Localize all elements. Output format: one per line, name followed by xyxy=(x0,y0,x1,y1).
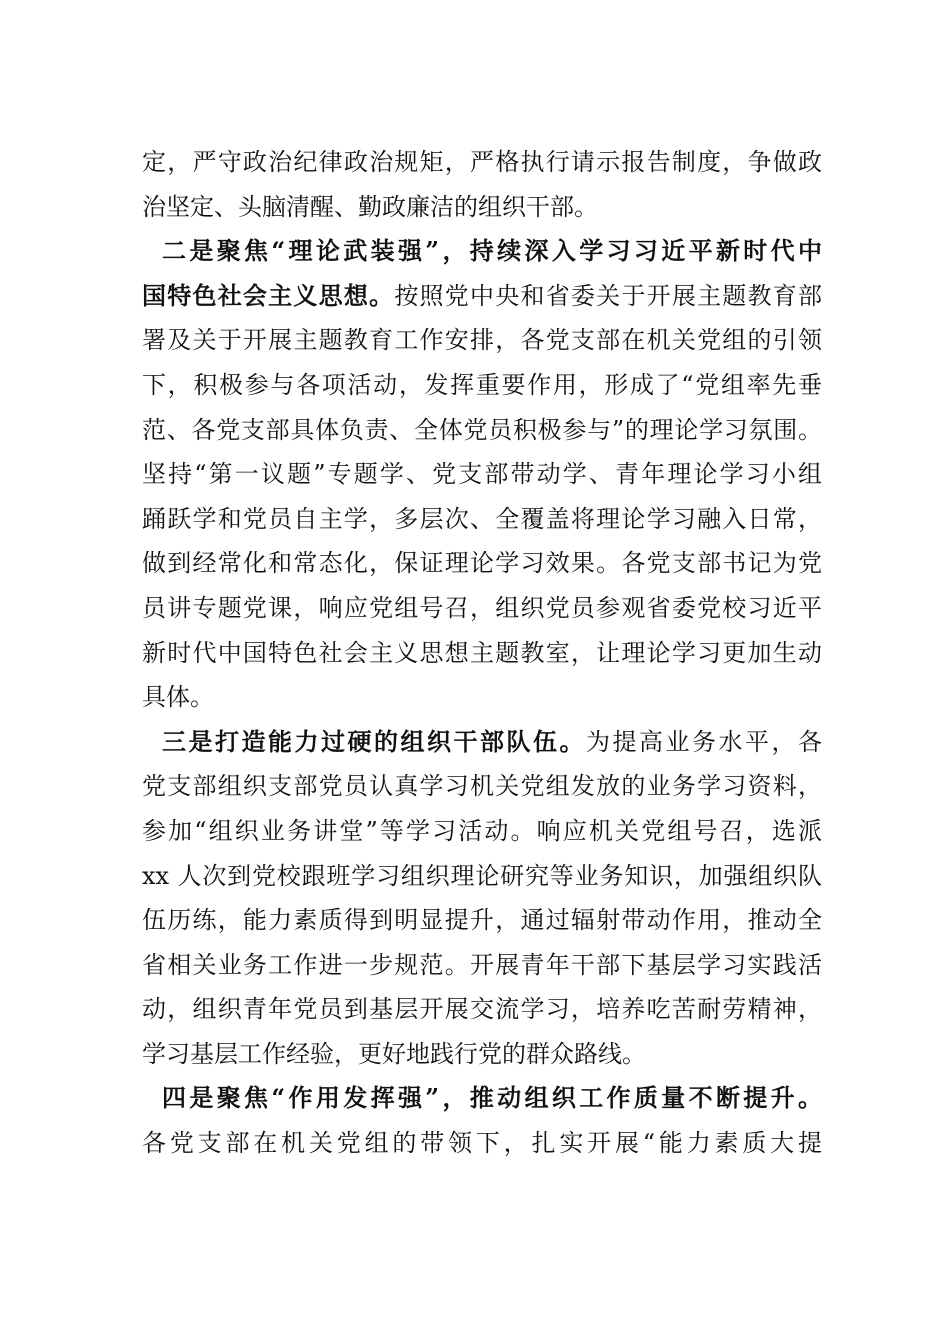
body-text: 各党支部在机关党组的带领下，扎实开展“能力素质大提 xyxy=(142,1129,822,1158)
bold-heading-text: 四是聚焦“作用发挥强”，推动组织工作质量不断提升。 xyxy=(162,1083,822,1113)
body-text: 踊跃学和党员自主学，多层次、全覆盖将理论学习融入日常， xyxy=(142,504,822,533)
text-line xyxy=(142,1076,822,1121)
text-line xyxy=(142,631,822,676)
body-text: 范、各党支部具体负责、全体党员积极参与”的理论学习氛围。 xyxy=(142,415,822,444)
body-text: 参加“组织业务讲堂”等学习活动。响应机关党组号召，选派 xyxy=(142,816,822,845)
text-line xyxy=(142,943,822,988)
text-line xyxy=(142,809,822,854)
body-text: 为提高业务水平，各 xyxy=(586,727,822,756)
body-text: 新时代中国特色社会主义思想主题教室，让理论学习更加生动 xyxy=(142,638,822,667)
text-line xyxy=(142,675,822,720)
text-line xyxy=(142,1121,822,1166)
paragraph xyxy=(142,229,822,720)
text-line xyxy=(142,541,822,586)
text-line xyxy=(142,854,822,899)
body-text: 动，组织青年党员到基层开展交流学习，培养吃苦耐劳精神， xyxy=(142,995,822,1024)
text-line xyxy=(142,229,822,274)
body-text: 坚持“第一议题”专题学、党支部带动学、青年理论学习小组 xyxy=(142,460,822,489)
body-text: xx 人次到党校跟班学习组织理论研究等业务知识，加强组织队 xyxy=(142,861,822,890)
document-body xyxy=(142,140,822,1166)
bold-heading-text: 三是打造能力过硬的组织干部队伍。 xyxy=(162,726,586,756)
body-text: 党支部组织支部党员认真学习机关党组发放的业务学习资料， xyxy=(142,772,822,801)
body-text: 伍历练，能力素质得到明显提升，通过辐射带动作用，推动全 xyxy=(142,906,822,935)
text-line xyxy=(142,586,822,631)
body-text: 治坚定、头脑清醒、勤政廉洁的组织干部。 xyxy=(142,192,598,221)
paragraph xyxy=(142,1076,822,1165)
bold-heading-text: 国特色社会主义思想。 xyxy=(142,280,395,310)
body-text: 学习基层工作经验，更好地践行党的群众路线。 xyxy=(142,1039,646,1068)
text-line xyxy=(142,898,822,943)
text-line xyxy=(142,452,822,497)
text-line xyxy=(142,497,822,542)
text-line xyxy=(142,274,822,319)
text-line xyxy=(142,720,822,765)
text-line xyxy=(142,185,822,230)
body-text: 具体。 xyxy=(142,683,214,712)
body-text: 定，严守政治纪律政治规矩，严格执行请示报告制度，争做政 xyxy=(142,148,822,176)
paragraph xyxy=(142,140,822,229)
text-line xyxy=(142,1032,822,1077)
text-line xyxy=(142,363,822,408)
body-text: 省相关业务工作进一步规范。开展青年干部下基层学习实践活 xyxy=(142,950,822,979)
paragraph xyxy=(142,720,822,1077)
body-text: 按照党中央和省委关于开展主题教育部 xyxy=(394,281,823,310)
body-text: 署及关于开展主题教育工作安排，各党支部在机关党组的引领 xyxy=(142,326,822,355)
text-line xyxy=(142,764,822,809)
body-text: 做到经常化和常态化，保证理论学习效果。各党支部书记为党 xyxy=(142,549,822,578)
text-line xyxy=(142,408,822,453)
text-line xyxy=(142,987,822,1032)
body-text: 员讲专题党课，响应党组号召，组织党员参观省委党校习近平 xyxy=(142,593,822,622)
text-line xyxy=(142,140,822,185)
text-line xyxy=(142,318,822,363)
bold-heading-text: 二是聚焦“理论武装强”，持续深入学习习近平新时代中 xyxy=(162,236,822,266)
body-text: 下，积极参与各项活动，发挥重要作用，形成了“党组率先垂 xyxy=(142,370,822,399)
